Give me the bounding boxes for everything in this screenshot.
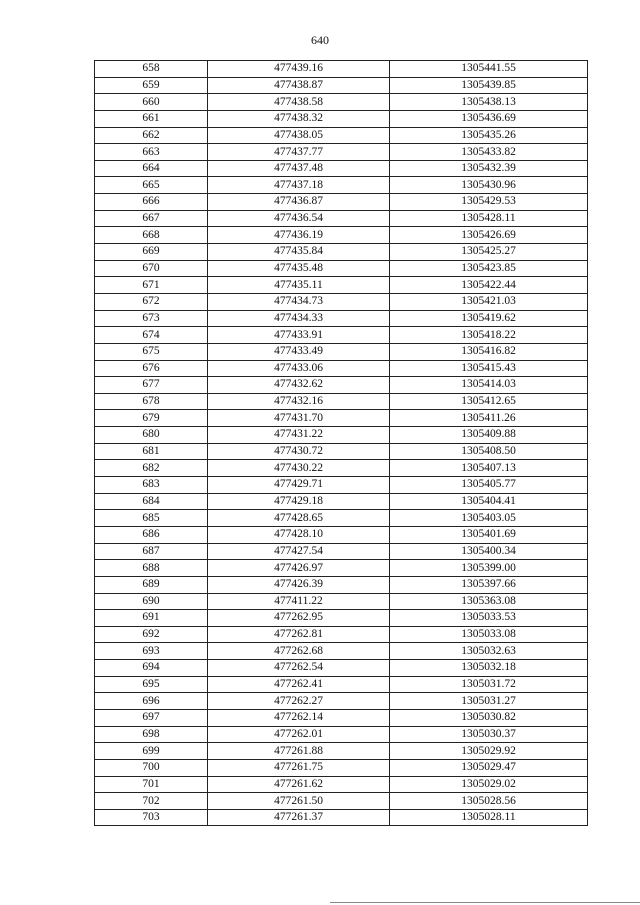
point-number-cell: 690	[95, 593, 208, 610]
point-number-cell: 659	[95, 77, 208, 94]
table-row	[95, 743, 588, 760]
table-row	[95, 110, 588, 127]
x-coordinate-cell: 477262.95	[208, 610, 390, 627]
y-coordinate-cell: 1305441.55	[390, 61, 588, 78]
x-coordinate-cell: 477437.48	[208, 160, 390, 177]
point-number-cell: 687	[95, 543, 208, 560]
table-row	[95, 560, 588, 577]
table-row	[95, 809, 588, 826]
x-coordinate-cell: 477436.54	[208, 210, 390, 227]
point-number-cell: 664	[95, 160, 208, 177]
page-edge-line	[330, 902, 640, 903]
point-number-cell: 682	[95, 460, 208, 477]
y-coordinate-cell: 1305432.39	[390, 160, 588, 177]
table-row	[95, 460, 588, 477]
point-number-cell: 663	[95, 144, 208, 161]
y-coordinate-cell: 1305408.50	[390, 443, 588, 460]
point-number-cell: 685	[95, 510, 208, 527]
table-row	[95, 593, 588, 610]
point-number-cell: 665	[95, 177, 208, 194]
y-coordinate-cell: 1305416.82	[390, 343, 588, 360]
y-coordinate-cell: 1305419.62	[390, 310, 588, 327]
point-number-cell: 680	[95, 427, 208, 444]
x-coordinate-cell: 477261.62	[208, 776, 390, 793]
point-number-cell: 668	[95, 227, 208, 244]
table-row	[95, 177, 588, 194]
table-row	[95, 427, 588, 444]
y-coordinate-cell: 1305436.69	[390, 110, 588, 127]
table-row	[95, 793, 588, 810]
point-number-cell: 692	[95, 626, 208, 643]
x-coordinate-cell: 477434.73	[208, 293, 390, 310]
point-number-cell: 689	[95, 576, 208, 593]
table-row	[95, 410, 588, 427]
y-coordinate-cell: 1305422.44	[390, 277, 588, 294]
point-number-cell: 696	[95, 693, 208, 710]
y-coordinate-cell: 1305033.08	[390, 626, 588, 643]
x-coordinate-cell: 477261.75	[208, 759, 390, 776]
point-number-cell: 672	[95, 293, 208, 310]
y-coordinate-cell: 1305028.56	[390, 793, 588, 810]
x-coordinate-cell: 477438.58	[208, 94, 390, 111]
point-number-cell: 694	[95, 660, 208, 677]
y-coordinate-cell: 1305423.85	[390, 260, 588, 277]
table-row	[95, 377, 588, 394]
point-number-cell: 673	[95, 310, 208, 327]
y-coordinate-cell: 1305032.18	[390, 660, 588, 677]
x-coordinate-cell: 477436.87	[208, 194, 390, 211]
x-coordinate-cell: 477428.10	[208, 526, 390, 543]
point-number-cell: 702	[95, 793, 208, 810]
y-coordinate-cell: 1305438.13	[390, 94, 588, 111]
y-coordinate-cell: 1305421.03	[390, 293, 588, 310]
y-coordinate-cell: 1305415.43	[390, 360, 588, 377]
table-row	[95, 576, 588, 593]
y-coordinate-cell: 1305435.26	[390, 127, 588, 144]
table-row	[95, 210, 588, 227]
y-coordinate-cell: 1305403.05	[390, 510, 588, 527]
y-coordinate-cell: 1305029.47	[390, 759, 588, 776]
x-coordinate-cell: 477261.88	[208, 743, 390, 760]
y-coordinate-cell: 1305409.88	[390, 427, 588, 444]
x-coordinate-cell: 477426.39	[208, 576, 390, 593]
table-row	[95, 610, 588, 627]
point-number-cell: 699	[95, 743, 208, 760]
table-row	[95, 510, 588, 527]
y-coordinate-cell: 1305031.72	[390, 676, 588, 693]
table-row	[95, 61, 588, 78]
x-coordinate-cell: 477262.41	[208, 676, 390, 693]
point-number-cell: 660	[95, 94, 208, 111]
x-coordinate-cell: 477262.68	[208, 643, 390, 660]
y-coordinate-cell: 1305363.08	[390, 593, 588, 610]
table-row	[95, 676, 588, 693]
y-coordinate-cell: 1305029.02	[390, 776, 588, 793]
x-coordinate-cell: 477431.70	[208, 410, 390, 427]
y-coordinate-cell: 1305028.11	[390, 809, 588, 826]
point-number-cell: 670	[95, 260, 208, 277]
table-row	[95, 526, 588, 543]
table-row	[95, 127, 588, 144]
x-coordinate-cell: 477438.32	[208, 110, 390, 127]
point-number-cell: 684	[95, 493, 208, 510]
point-number-cell: 671	[95, 277, 208, 294]
x-coordinate-cell: 477436.19	[208, 227, 390, 244]
point-number-cell: 675	[95, 343, 208, 360]
x-coordinate-cell: 477434.33	[208, 310, 390, 327]
x-coordinate-cell: 477433.91	[208, 327, 390, 344]
x-coordinate-cell: 477431.22	[208, 427, 390, 444]
x-coordinate-cell: 477427.54	[208, 543, 390, 560]
x-coordinate-cell: 477433.06	[208, 360, 390, 377]
x-coordinate-cell: 477437.77	[208, 144, 390, 161]
x-coordinate-cell: 477261.50	[208, 793, 390, 810]
x-coordinate-cell: 477429.71	[208, 477, 390, 494]
table-row	[95, 310, 588, 327]
x-coordinate-cell: 477262.27	[208, 693, 390, 710]
point-number-cell: 676	[95, 360, 208, 377]
y-coordinate-cell: 1305426.69	[390, 227, 588, 244]
y-coordinate-cell: 1305430.96	[390, 177, 588, 194]
y-coordinate-cell: 1305401.69	[390, 526, 588, 543]
table-row	[95, 493, 588, 510]
y-coordinate-cell: 1305032.63	[390, 643, 588, 660]
x-coordinate-cell: 477437.18	[208, 177, 390, 194]
table-row	[95, 194, 588, 211]
x-coordinate-cell: 477432.16	[208, 393, 390, 410]
x-coordinate-cell: 477429.18	[208, 493, 390, 510]
point-number-cell: 688	[95, 560, 208, 577]
point-number-cell: 700	[95, 759, 208, 776]
coordinates-table-body	[95, 61, 588, 826]
x-coordinate-cell: 477426.97	[208, 560, 390, 577]
point-number-cell: 678	[95, 393, 208, 410]
table-row	[95, 360, 588, 377]
table-row	[95, 443, 588, 460]
x-coordinate-cell: 477411.22	[208, 593, 390, 610]
table-row	[95, 393, 588, 410]
point-number-cell: 669	[95, 244, 208, 261]
table-row	[95, 160, 588, 177]
point-number-cell: 695	[95, 676, 208, 693]
x-coordinate-cell: 477262.81	[208, 626, 390, 643]
y-coordinate-cell: 1305418.22	[390, 327, 588, 344]
x-coordinate-cell: 477262.54	[208, 660, 390, 677]
page-number: 640	[311, 33, 329, 47]
point-number-cell: 703	[95, 809, 208, 826]
y-coordinate-cell: 1305412.65	[390, 393, 588, 410]
x-coordinate-cell: 477262.14	[208, 709, 390, 726]
table-row	[95, 260, 588, 277]
y-coordinate-cell: 1305029.92	[390, 743, 588, 760]
table-row	[95, 626, 588, 643]
x-coordinate-cell: 477428.65	[208, 510, 390, 527]
y-coordinate-cell: 1305414.03	[390, 377, 588, 394]
point-number-cell: 666	[95, 194, 208, 211]
y-coordinate-cell: 1305411.26	[390, 410, 588, 427]
table-row	[95, 776, 588, 793]
table-row	[95, 643, 588, 660]
x-coordinate-cell: 477433.49	[208, 343, 390, 360]
point-number-cell: 677	[95, 377, 208, 394]
point-number-cell: 697	[95, 709, 208, 726]
coordinates-table	[94, 60, 588, 826]
point-number-cell: 701	[95, 776, 208, 793]
table-row	[95, 244, 588, 261]
table-row	[95, 726, 588, 743]
y-coordinate-cell: 1305404.41	[390, 493, 588, 510]
y-coordinate-cell: 1305030.82	[390, 709, 588, 726]
table-row	[95, 759, 588, 776]
x-coordinate-cell: 477435.48	[208, 260, 390, 277]
table-row	[95, 94, 588, 111]
x-coordinate-cell: 477262.01	[208, 726, 390, 743]
x-coordinate-cell: 477430.22	[208, 460, 390, 477]
point-number-cell: 681	[95, 443, 208, 460]
x-coordinate-cell: 477430.72	[208, 443, 390, 460]
table-row	[95, 277, 588, 294]
table-row	[95, 693, 588, 710]
y-coordinate-cell: 1305407.13	[390, 460, 588, 477]
x-coordinate-cell: 477438.87	[208, 77, 390, 94]
table-row	[95, 709, 588, 726]
y-coordinate-cell: 1305031.27	[390, 693, 588, 710]
point-number-cell: 661	[95, 110, 208, 127]
y-coordinate-cell: 1305425.27	[390, 244, 588, 261]
point-number-cell: 674	[95, 327, 208, 344]
point-number-cell: 667	[95, 210, 208, 227]
table-row	[95, 77, 588, 94]
table-row	[95, 343, 588, 360]
point-number-cell: 679	[95, 410, 208, 427]
x-coordinate-cell: 477435.11	[208, 277, 390, 294]
table-row	[95, 293, 588, 310]
x-coordinate-cell: 477439.16	[208, 61, 390, 78]
table-row	[95, 660, 588, 677]
point-number-cell: 698	[95, 726, 208, 743]
table-row	[95, 144, 588, 161]
x-coordinate-cell: 477261.37	[208, 809, 390, 826]
x-coordinate-cell: 477435.84	[208, 244, 390, 261]
point-number-cell: 662	[95, 127, 208, 144]
point-number-cell: 691	[95, 610, 208, 627]
y-coordinate-cell: 1305399.00	[390, 560, 588, 577]
point-number-cell: 658	[95, 61, 208, 78]
y-coordinate-cell: 1305439.85	[390, 77, 588, 94]
x-coordinate-cell: 477438.05	[208, 127, 390, 144]
y-coordinate-cell: 1305405.77	[390, 477, 588, 494]
x-coordinate-cell: 477432.62	[208, 377, 390, 394]
y-coordinate-cell: 1305433.82	[390, 144, 588, 161]
y-coordinate-cell: 1305030.37	[390, 726, 588, 743]
point-number-cell: 686	[95, 526, 208, 543]
table-row	[95, 477, 588, 494]
point-number-cell: 693	[95, 643, 208, 660]
y-coordinate-cell: 1305033.53	[390, 610, 588, 627]
y-coordinate-cell: 1305428.11	[390, 210, 588, 227]
table-row	[95, 543, 588, 560]
table-row	[95, 227, 588, 244]
table-row	[95, 327, 588, 344]
y-coordinate-cell: 1305397.66	[390, 576, 588, 593]
point-number-cell: 683	[95, 477, 208, 494]
y-coordinate-cell: 1305429.53	[390, 194, 588, 211]
y-coordinate-cell: 1305400.34	[390, 543, 588, 560]
